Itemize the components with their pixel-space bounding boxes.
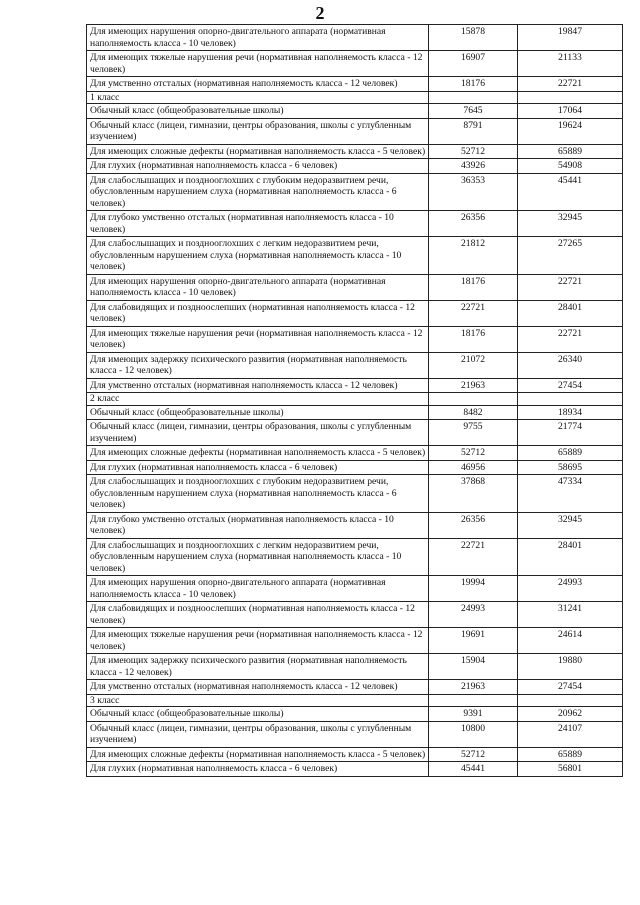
row-description: Для глубоко умственно отсталых (нормативная наполняемость класса - 10 человек) — [87, 211, 429, 237]
table-row — [87, 762, 623, 777]
row-description: Для слабослышащих и позднооглохших с глубоким недоразвитием речи, обусловленным нарушением слуха (нормативная наполняемость класса - 6 человек) — [87, 173, 429, 211]
row-value-v2: 22721 — [558, 275, 582, 287]
row-value-cell-v1 — [429, 576, 518, 602]
row-value-v2: 58695 — [558, 461, 582, 473]
row-description: Для имеющих сложные дефекты (нормативная наполняемость класса - 5 человек) — [87, 747, 429, 762]
row-value-v1: 15878 — [461, 26, 485, 37]
row-value-cell-v1 — [429, 326, 518, 352]
row-description: Обычный класс (общеобразовательные школы) — [87, 405, 429, 420]
row-value-v1: 8482 — [463, 406, 483, 418]
row-value-cell-v2 — [518, 237, 623, 275]
row-description: Для слабослышащих и позднооглохших с легким недоразвитием речи, обусловленным нарушением слуха (нормативная наполняемость класса - 10 человек) — [87, 538, 429, 576]
row-value-v1: 9755 — [463, 421, 483, 432]
table-row — [87, 721, 623, 747]
row-value-cell-v2 — [518, 602, 623, 628]
row-value-v2: 65889 — [558, 447, 582, 458]
row-value-v2: 19880 — [558, 655, 582, 666]
row-value-cell-v2 — [518, 420, 623, 446]
table-row — [87, 274, 623, 300]
row-value-cell-v2 — [518, 300, 623, 326]
table-row — [87, 159, 623, 174]
section-label: 1 класс — [87, 91, 429, 104]
row-value-v2: 45441 — [558, 174, 582, 186]
table-row — [87, 211, 623, 237]
table-row — [87, 405, 623, 420]
row-description: Для имеющих тяжелые нарушения речи (нормативная наполняемость класса - 12 человек) — [87, 326, 429, 352]
row-value-cell-v1 — [429, 51, 518, 77]
table-row — [87, 628, 623, 654]
row-value-v2: 22721 — [558, 78, 582, 89]
table-row — [87, 680, 623, 695]
row-value-cell-v2 — [518, 707, 623, 722]
table-row — [87, 300, 623, 326]
row-value-v1: 21812 — [461, 238, 485, 249]
row-value-cell-v1 — [429, 721, 518, 747]
row-value-v2: 65889 — [558, 748, 582, 760]
row-description: Для глубоко умственно отсталых (нормативная наполняемость класса - 10 человек) — [87, 512, 429, 538]
table-row — [87, 446, 623, 461]
row-value-cell-v1 — [429, 173, 518, 211]
row-value-cell-v1 — [429, 762, 518, 777]
row-description: Для имеющих сложные дефекты (нормативная наполняемость класса - 5 человек) — [87, 446, 429, 461]
row-value-cell-v1 — [429, 405, 518, 420]
row-value-cell-v1 — [429, 25, 518, 51]
row-value-v2: 32945 — [558, 212, 582, 223]
section-empty-cell-1 — [429, 694, 518, 707]
row-value-cell-v1 — [429, 707, 518, 722]
row-description: Для имеющих тяжелые нарушения речи (нормативная наполняемость класса - 12 человек) — [87, 51, 429, 77]
table-body — [87, 25, 623, 777]
row-description: Для имеющих нарушения опорно-двигательного аппарата (нормативная наполняемость класса - 10 человек) — [87, 274, 429, 300]
funding-norms-table — [86, 24, 623, 777]
table-row — [87, 460, 623, 475]
row-description: Для слабослышащих и позднооглохших с глубоким недоразвитием речи, обусловленным нарушением слуха (нормативная наполняемость класса - 6 человек) — [87, 475, 429, 513]
row-description: Для умственно отсталых (нормативная наполняемость класса - 12 человек) — [87, 378, 429, 393]
section-empty-cell-2 — [518, 393, 623, 406]
row-value-cell-v2 — [518, 405, 623, 420]
row-value-cell-v1 — [429, 602, 518, 628]
row-value-v2: 20962 — [558, 708, 582, 719]
table-row — [87, 538, 623, 576]
row-description: Для слабовидящих и поздноослепших (нормативная наполняемость класса - 12 человек) — [87, 300, 429, 326]
row-value-v1: 36353 — [461, 174, 485, 186]
row-value-v1: 19691 — [461, 629, 485, 640]
section-empty-cell-2 — [518, 694, 623, 707]
row-value-cell-v2 — [518, 378, 623, 393]
row-description: Обычный класс (лицеи, гимназии, центры образования, школы с углубленным изучением) — [87, 118, 429, 144]
row-value-cell-v1 — [429, 680, 518, 695]
row-description: Для слабослышащих и позднооглохших с легким недоразвитием речи, обусловленным нарушением слуха (нормативная наполняемость класса - 10 человек) — [87, 237, 429, 275]
row-value-v2: 56801 — [558, 763, 582, 774]
table-row — [87, 237, 623, 275]
row-value-cell-v2 — [518, 628, 623, 654]
row-value-v2: 27454 — [558, 681, 582, 692]
row-value-v1: 15904 — [461, 655, 485, 666]
row-value-v1: 52712 — [461, 748, 485, 760]
row-description: Для имеющих тяжелые нарушения речи (нормативная наполняемость класса - 12 человек) — [87, 628, 429, 654]
row-value-cell-v2 — [518, 762, 623, 777]
row-description: Для глухих (нормативная наполняемость класса - 6 человек) — [87, 460, 429, 475]
row-value-cell-v1 — [429, 159, 518, 174]
row-value-v2: 26340 — [558, 353, 582, 365]
table-row — [87, 378, 623, 393]
row-description: Для умственно отсталых (нормативная наполняемость класса - 12 человек) — [87, 77, 429, 92]
row-value-v2: 28401 — [558, 301, 582, 313]
row-description: Для умственно отсталых (нормативная наполняемость класса - 12 человек) — [87, 680, 429, 695]
table-row — [87, 576, 623, 602]
page-number: 2 — [315, 3, 325, 23]
table-row — [87, 352, 623, 378]
row-value-v2: 65889 — [558, 145, 582, 157]
row-value-v2: 31241 — [558, 603, 582, 614]
row-value-cell-v1 — [429, 512, 518, 538]
row-value-cell-v2 — [518, 104, 623, 119]
row-value-cell-v2 — [518, 211, 623, 237]
row-value-cell-v1 — [429, 460, 518, 475]
row-value-cell-v2 — [518, 118, 623, 144]
row-value-cell-v1 — [429, 274, 518, 300]
row-value-v2: 21133 — [558, 52, 582, 63]
table-row — [87, 654, 623, 680]
row-value-cell-v1 — [429, 211, 518, 237]
row-value-cell-v1 — [429, 144, 518, 159]
row-value-cell-v2 — [518, 159, 623, 174]
table-row — [87, 77, 623, 92]
row-value-cell-v2 — [518, 326, 623, 352]
row-value-cell-v2 — [518, 654, 623, 680]
row-value-v2: 22721 — [558, 327, 582, 339]
row-description: Для глухих (нормативная наполняемость класса - 6 человек) — [87, 159, 429, 174]
row-value-v2: 21774 — [558, 421, 582, 432]
row-description: Для имеющих сложные дефекты (нормативная наполняемость класса - 5 человек) — [87, 144, 429, 159]
row-value-v1: 8791 — [463, 119, 483, 131]
row-value-v1: 21072 — [461, 353, 485, 365]
row-value-v2: 27454 — [558, 379, 582, 391]
row-value-cell-v1 — [429, 538, 518, 576]
row-description: Обычный класс (общеобразовательные школы) — [87, 707, 429, 722]
row-value-v2: 24107 — [558, 722, 582, 734]
row-value-v1: 18176 — [461, 327, 485, 339]
row-value-cell-v2 — [518, 680, 623, 695]
table-row — [87, 118, 623, 144]
table-row — [87, 326, 623, 352]
table-row — [87, 420, 623, 446]
row-value-v1: 7645 — [463, 105, 483, 116]
section-header-row — [87, 393, 623, 406]
row-value-v1: 21963 — [461, 379, 485, 391]
section-label: 2 класс — [87, 393, 429, 406]
row-value-v1: 37868 — [461, 476, 485, 487]
row-value-v1: 18176 — [461, 78, 485, 89]
row-value-v2: 17064 — [558, 105, 582, 116]
row-value-v1: 24993 — [461, 603, 485, 614]
row-value-v2: 32945 — [558, 513, 582, 525]
row-value-v1: 18176 — [461, 275, 485, 287]
row-value-v1: 22721 — [461, 301, 485, 313]
row-value-cell-v1 — [429, 352, 518, 378]
section-header-row — [87, 91, 623, 104]
row-value-v1: 19994 — [461, 577, 485, 588]
row-description: Для имеющих задержку психического развития (нормативная наполняемость класса - 12 человек) — [87, 654, 429, 680]
row-description: Для имеющих задержку психического развития (нормативная наполняемость класса - 12 человек) — [87, 352, 429, 378]
row-value-cell-v2 — [518, 446, 623, 461]
row-value-cell-v2 — [518, 352, 623, 378]
row-value-v2: 18934 — [558, 406, 582, 418]
row-value-v1: 52712 — [461, 145, 485, 157]
row-value-cell-v1 — [429, 654, 518, 680]
table-row — [87, 173, 623, 211]
row-value-cell-v2 — [518, 721, 623, 747]
table-row — [87, 747, 623, 762]
row-value-cell-v2 — [518, 274, 623, 300]
section-header-row — [87, 694, 623, 707]
row-value-v1: 16907 — [461, 52, 485, 63]
table-row — [87, 25, 623, 51]
row-value-cell-v1 — [429, 77, 518, 92]
section-empty-cell-1 — [429, 91, 518, 104]
row-value-cell-v1 — [429, 475, 518, 513]
row-value-cell-v2 — [518, 576, 623, 602]
row-value-cell-v2 — [518, 51, 623, 77]
row-value-v2: 27265 — [558, 238, 582, 249]
row-value-v1: 26356 — [461, 513, 485, 525]
row-value-cell-v1 — [429, 420, 518, 446]
row-value-cell-v1 — [429, 747, 518, 762]
row-value-v2: 28401 — [558, 539, 582, 551]
row-value-v2: 47334 — [558, 476, 582, 487]
row-description: Обычный класс (общеобразовательные школы) — [87, 104, 429, 119]
table-row — [87, 104, 623, 119]
table-row — [87, 475, 623, 513]
row-description: Обычный класс (лицеи, гимназии, центры образования, школы с углубленным изучением) — [87, 721, 429, 747]
row-value-v2: 54908 — [558, 160, 582, 171]
row-value-v1: 21963 — [461, 681, 485, 692]
row-value-cell-v2 — [518, 173, 623, 211]
row-description: Для имеющих нарушения опорно-двигательного аппарата (нормативная наполняемость класса - 10 человек) — [87, 576, 429, 602]
table-row — [87, 144, 623, 159]
row-value-cell-v1 — [429, 104, 518, 119]
row-value-cell-v1 — [429, 378, 518, 393]
row-value-cell-v2 — [518, 512, 623, 538]
row-description: Для глухих (нормативная наполняемость класса - 6 человек) — [87, 762, 429, 777]
row-value-cell-v1 — [429, 446, 518, 461]
table-row — [87, 602, 623, 628]
row-value-cell-v2 — [518, 77, 623, 92]
row-value-cell-v1 — [429, 118, 518, 144]
row-value-cell-v2 — [518, 460, 623, 475]
row-description: Для имеющих нарушения опорно-двигательного аппарата (нормативная наполняемость класса - 10 человек) — [87, 25, 429, 51]
section-empty-cell-2 — [518, 91, 623, 104]
row-value-cell-v2 — [518, 747, 623, 762]
row-value-v1: 9391 — [463, 708, 483, 719]
row-value-v2: 19847 — [558, 26, 582, 37]
section-label: 3 класс — [87, 694, 429, 707]
row-value-v1: 10800 — [461, 722, 485, 734]
row-value-v1: 46956 — [461, 461, 485, 473]
section-empty-cell-1 — [429, 393, 518, 406]
row-value-v1: 26356 — [461, 212, 485, 223]
row-value-cell-v2 — [518, 25, 623, 51]
row-value-cell-v1 — [429, 628, 518, 654]
row-description: Обычный класс (лицеи, гимназии, центры образования, школы с углубленным изучением) — [87, 420, 429, 446]
table-row — [87, 512, 623, 538]
row-value-v2: 24993 — [558, 577, 582, 588]
row-value-cell-v1 — [429, 237, 518, 275]
row-description: Для слабовидящих и поздноослепших (нормативная наполняемость класса - 12 человек) — [87, 602, 429, 628]
row-value-v1: 43926 — [461, 160, 485, 171]
row-value-cell-v2 — [518, 538, 623, 576]
row-value-v2: 19624 — [558, 119, 582, 131]
row-value-v1: 52712 — [461, 447, 485, 458]
row-value-v2: 24614 — [558, 629, 582, 640]
row-value-cell-v2 — [518, 144, 623, 159]
table-row — [87, 707, 623, 722]
row-value-cell-v2 — [518, 475, 623, 513]
row-value-v1: 45441 — [461, 763, 485, 774]
row-value-cell-v1 — [429, 300, 518, 326]
row-value-v1: 22721 — [461, 539, 485, 551]
table-row — [87, 51, 623, 77]
